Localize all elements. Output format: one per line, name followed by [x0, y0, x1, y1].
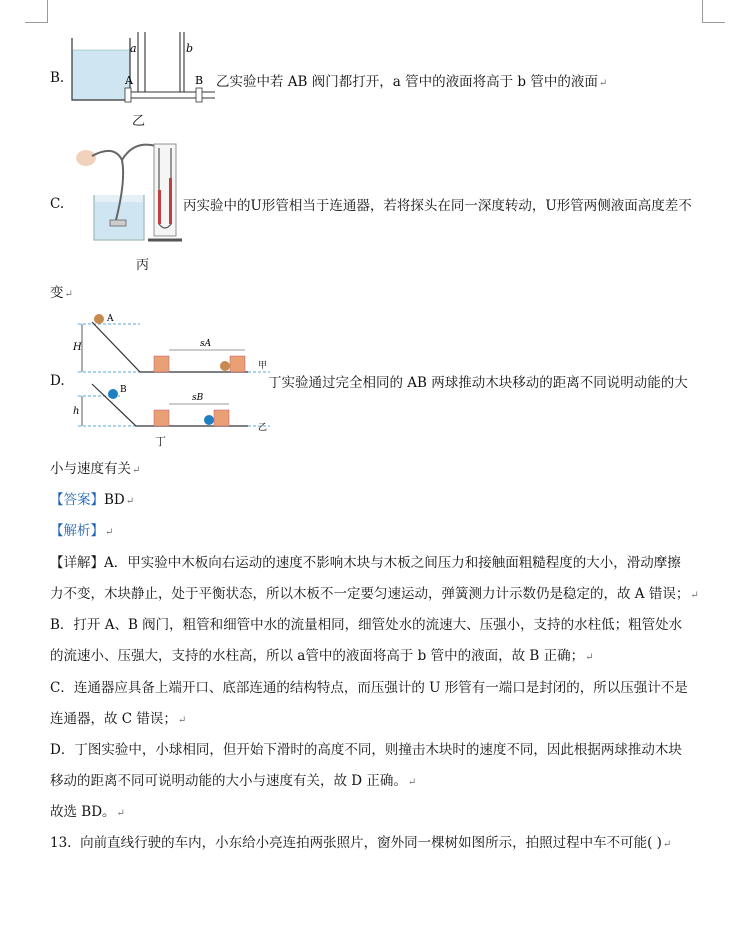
ball-label-A: A [107, 314, 114, 324]
answer-value: BD [104, 492, 125, 508]
option-c-text: 丙实验中的U形管相当于连通器，若将探头在同一深度转动，U形管两侧液面高度差不 [183, 198, 692, 214]
figure-bing-pressure-gauge [74, 140, 186, 248]
detail-line-8: 移动的距离不同可说明动能的大小与速度有关，故 D 正确。↵ [50, 773, 417, 789]
detail-line-2: 力不变，木块静止，处于平衡状态，所以木板不一定要匀速运动，弹簧测力计示数仍是稳定的，故 A 错误；↵ [50, 586, 699, 602]
detail-line-3: B．打开 A、B 阀门，粗管和细管中水的流量相同，细管处水的流速大、压强小，支持的水柱低；粗管处水 [50, 617, 683, 633]
detail-line-7: D．丁图实验中，小球相同，但开始下滑时的高度不同，则撞击木块时的速度不同，因此根据两球推动木块 [50, 742, 682, 758]
analysis-line: 【解析】↵ [50, 523, 114, 539]
option-d-text: 丁实验通过完全相同的 AB 两球推动木块移动的距离不同说明动能的大 [268, 375, 688, 391]
ball-label-B: B [120, 385, 127, 395]
analysis-label: 【解析】 [50, 523, 104, 539]
option-b-text: 乙实验中若 AB 阀门都打开，a 管中的液面将高于 b 管中的液面↵ [216, 74, 608, 90]
option-c-text-cont: 变↵ [50, 285, 73, 301]
question-13-number: 13. [50, 835, 72, 851]
distance-label-sB: sB [192, 393, 204, 403]
figure-yi-venturi [70, 30, 215, 105]
height-label-h: h [73, 406, 80, 417]
option-d-text-cont: 小与速度有关↵ [50, 461, 141, 477]
option-b-letter: B. [50, 70, 65, 86]
crop-mark-top-left [25, 0, 48, 23]
answer-line: 【答案】BD↵ [50, 492, 135, 508]
detail-line-5: C．连通器应具备上端开口、底部连通的结构特点，而压强计的 U 形管有一端口是封闭的，所以压强计不是 [50, 680, 688, 696]
valve-label-B: B [195, 74, 204, 87]
figure-ding-caption: 丁 [155, 435, 166, 448]
figure-yi-caption: 乙 [132, 114, 146, 129]
question-13-text: 向前直线行驶的车内，小东给小亮连拍两张照片，窗外同一棵树如图所示，拍照过程中车不可能( ) [80, 835, 662, 851]
detail-line-1: 【详解】A．甲实验中木板向右运动的速度不影响木块与木板之间压力和接触面粗糙程度的大小，滑动摩擦 [50, 555, 681, 571]
detail-line-4: 的流速小、压强大，支持的水柱高，所以 a管中的液面将高于 b 管中的液面，故 B 正确；↵ [50, 648, 594, 664]
detail-line-6: 连通器，故 C 错误；↵ [50, 711, 187, 727]
distance-label-sA: sA [200, 339, 212, 349]
crop-mark-top-right [702, 0, 725, 23]
option-c-letter: C. [50, 196, 65, 212]
row-label-jia: 甲 [258, 361, 268, 371]
label-a: a [130, 42, 137, 55]
figure-bing-caption: 丙 [136, 258, 150, 273]
label-b: b [186, 42, 194, 55]
height-label-H: H [73, 342, 82, 353]
figure-ding-kinetic-energy [70, 310, 270, 446]
answer-label: 【答案】 [50, 492, 104, 508]
valve-label-A: A [125, 74, 133, 87]
question-13: 13. 向前直线行驶的车内，小东给小亮连拍两张照片，窗外同一棵树如图所示，拍照过程中车不可能( )↵ [50, 835, 672, 851]
detail-label: 【详解】 [50, 555, 104, 571]
option-d-letter: D. [50, 373, 65, 389]
row-label-yi: 乙 [258, 423, 268, 433]
detail-conclusion: 故选 BD。↵ [50, 804, 125, 820]
